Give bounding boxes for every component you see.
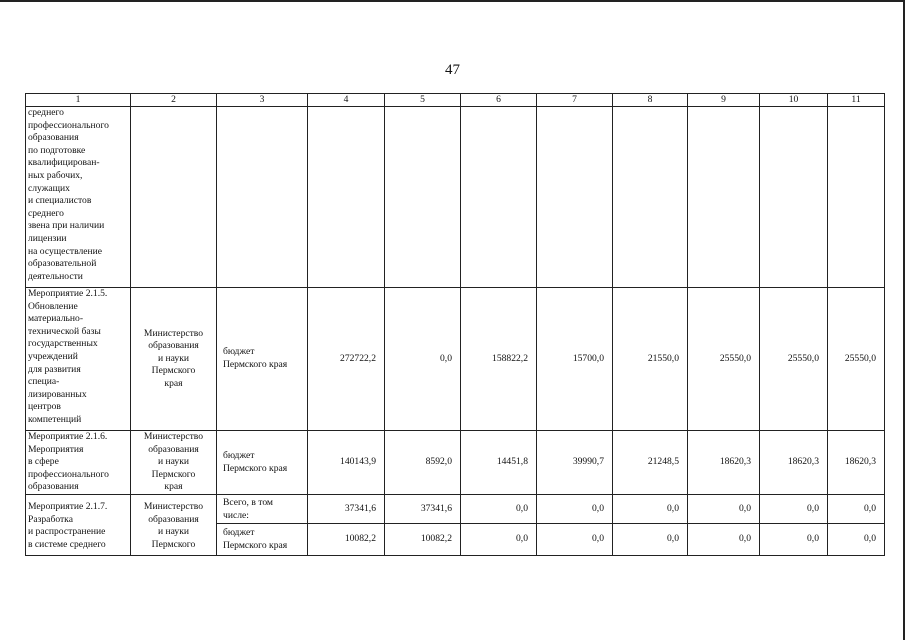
value-cell: 25550,0: [760, 288, 828, 431]
table-row: [26, 288, 885, 431]
value-cell: [760, 107, 828, 288]
page-edge-top: [0, 0, 905, 2]
value-cell: 0,0: [461, 524, 537, 556]
value-cell: 18620,3: [688, 431, 760, 495]
table-row: [26, 495, 885, 524]
funding-source: бюджет Пермского края: [217, 288, 308, 431]
table-row: [26, 107, 885, 288]
measure-name: Мероприятие 2.1.5. Обновление материально- технической базы государственных учреждений для развития специа- лизированных центров компетенций: [26, 288, 131, 431]
responsible-agency: Министерство образования и науки Пермского края: [131, 288, 217, 431]
responsible-agency: Министерство образования и науки Пермского: [131, 495, 217, 556]
value-cell: [688, 107, 760, 288]
value-cell: 272722,2: [308, 288, 385, 431]
value-cell: 39990,7: [537, 431, 613, 495]
value-cell: 10082,2: [385, 524, 461, 556]
value-cell: 0,0: [461, 495, 537, 524]
value-cell: 25550,0: [688, 288, 760, 431]
column-header: 2: [131, 94, 217, 107]
funding-source: [217, 107, 308, 288]
value-cell: 21248,5: [613, 431, 688, 495]
value-cell: 10082,2: [308, 524, 385, 556]
value-cell: 0,0: [828, 495, 885, 524]
column-header: 6: [461, 94, 537, 107]
funding-source: бюджет Пермского края: [217, 524, 308, 556]
value-cell: 0,0: [537, 524, 613, 556]
value-cell: 25550,0: [828, 288, 885, 431]
value-cell: 0,0: [537, 495, 613, 524]
value-cell: [308, 107, 385, 288]
responsible-agency: Министерство образования и науки Пермского края: [131, 431, 217, 495]
column-header: 7: [537, 94, 613, 107]
column-header: 9: [688, 94, 760, 107]
column-number-row: [26, 94, 885, 107]
value-cell: 0,0: [613, 524, 688, 556]
funding-source: Всего, в том числе:: [217, 495, 308, 524]
measure-name: среднего профессионального образования по подготовке квалифицирован- ных рабочих, служащих и специалистов среднего звена при наличии лицензии на осуществление образовательной деятельности: [26, 107, 131, 288]
responsible-agency: [131, 107, 217, 288]
value-cell: 8592,0: [385, 431, 461, 495]
value-cell: 0,0: [385, 288, 461, 431]
column-header: 3: [217, 94, 308, 107]
value-cell: 0,0: [613, 495, 688, 524]
value-cell: 18620,3: [760, 431, 828, 495]
measure-name: Мероприятие 2.1.7. Разработка и распространение в системе среднего: [26, 495, 131, 556]
value-cell: 18620,3: [828, 431, 885, 495]
table-row: [26, 431, 885, 495]
funding-source: бюджет Пермского края: [217, 431, 308, 495]
value-cell: [828, 107, 885, 288]
value-cell: 0,0: [828, 524, 885, 556]
value-cell: 0,0: [760, 495, 828, 524]
column-header: 10: [760, 94, 828, 107]
value-cell: 0,0: [688, 495, 760, 524]
value-cell: 158822,2: [461, 288, 537, 431]
value-cell: 15700,0: [537, 288, 613, 431]
column-header: 1: [26, 94, 131, 107]
column-header: 4: [308, 94, 385, 107]
page-number: 47: [445, 62, 460, 78]
value-cell: [385, 107, 461, 288]
value-cell: 140143,9: [308, 431, 385, 495]
value-cell: 21550,0: [613, 288, 688, 431]
column-header: 11: [828, 94, 885, 107]
value-cell: [461, 107, 537, 288]
value-cell: [613, 107, 688, 288]
value-cell: 37341,6: [385, 495, 461, 524]
budget-table: [25, 93, 885, 556]
value-cell: 0,0: [760, 524, 828, 556]
value-cell: 14451,8: [461, 431, 537, 495]
value-cell: 0,0: [688, 524, 760, 556]
column-header: 8: [613, 94, 688, 107]
measure-name: Мероприятие 2.1.6. Мероприятия в сфере профессионального образования: [26, 431, 131, 495]
value-cell: [537, 107, 613, 288]
column-header: 5: [385, 94, 461, 107]
value-cell: 37341,6: [308, 495, 385, 524]
